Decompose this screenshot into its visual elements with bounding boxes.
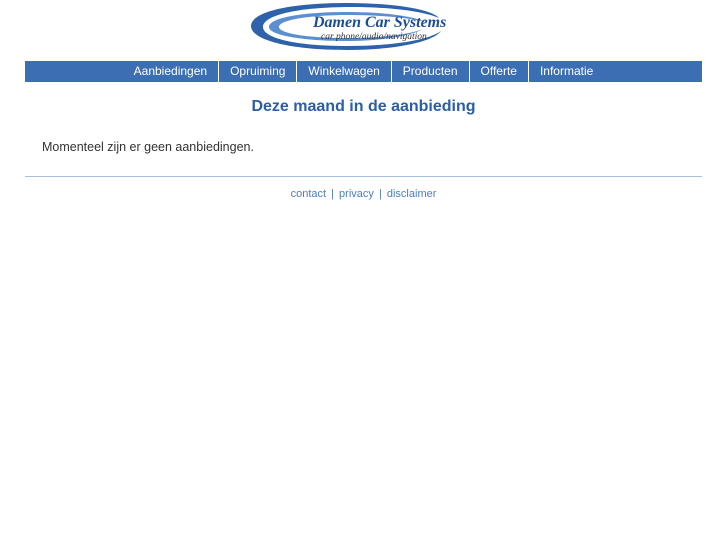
offers-empty-message: Momenteel zijn er geen aanbiedingen. — [42, 140, 254, 154]
header-logo-band — [0, 0, 727, 52]
nav-item-opruiming[interactable]: Opruiming — [230, 64, 286, 78]
footer-separator: | — [378, 188, 382, 200]
nav-item-informatie[interactable]: Informatie — [539, 64, 594, 78]
nav-item-producten[interactable]: Producten — [402, 64, 458, 78]
nav-items-group — [123, 61, 605, 82]
logo-graphic — [243, 0, 485, 52]
footer-links — [25, 188, 702, 200]
main-content — [25, 82, 702, 200]
content-divider — [25, 176, 702, 177]
footer-link-contact[interactable]: contact — [290, 188, 327, 200]
footer-link-disclaimer[interactable]: disclaimer — [386, 188, 437, 200]
footer-separator: | — [331, 188, 334, 200]
site-logo[interactable] — [243, 0, 485, 52]
logo-tagline-text: car phone/audio/navigation — [320, 32, 427, 42]
nav-item-offerte[interactable]: Offerte — [480, 64, 517, 78]
nav-item-aanbiedingen[interactable]: Aanbiedingen — [133, 64, 208, 78]
main-navigation — [25, 61, 702, 82]
page-title: Deze maand in de aanbieding — [251, 98, 476, 115]
nav-item-winkelwagen[interactable]: Winkelwagen — [308, 64, 380, 78]
logo-name-text: Damen Car Systems — [312, 14, 446, 31]
footer-link-privacy[interactable]: privacy — [339, 188, 374, 200]
